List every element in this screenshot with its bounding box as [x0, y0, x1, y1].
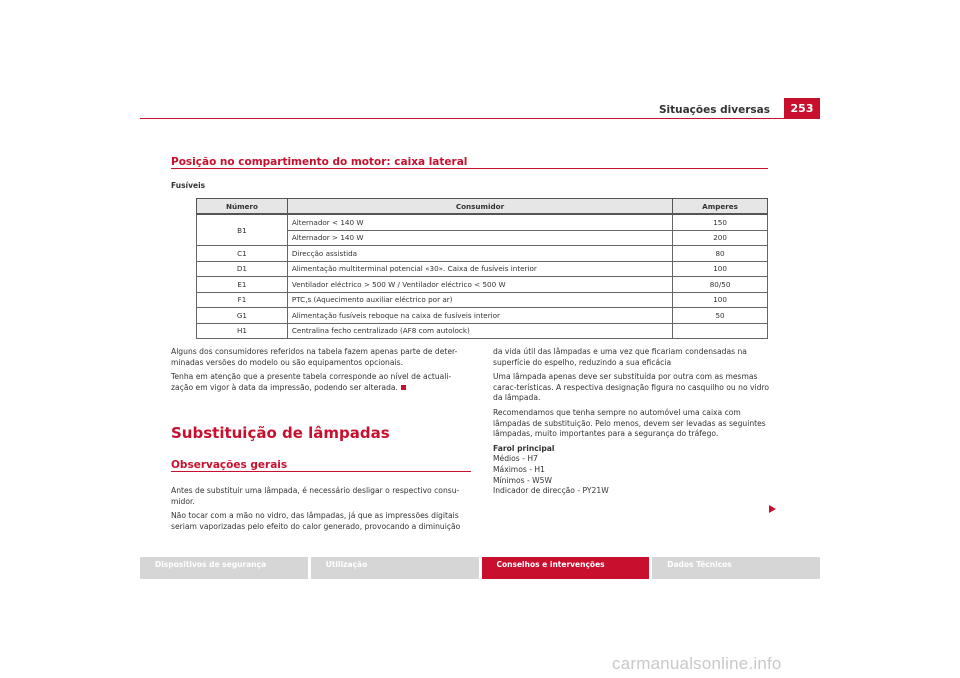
fuse-amperes: 80/50 — [673, 277, 768, 293]
footer-tab-seguranca[interactable]: Dispositivos de segurança — [140, 557, 308, 579]
lamp-item: Mínimos - W5W — [493, 475, 552, 485]
fuses-label: Fusíveis — [171, 181, 206, 190]
fuse-amperes: 100 — [673, 292, 768, 308]
paragraph: Não tocar com a mão no vidro, das lâmpadas, já que as impressões digitais seriam vaporizadas pelo efeito do calor generado, provocando a diminuição — [171, 511, 461, 531]
fuse-consumer: Alternador > 140 W — [287, 230, 672, 246]
fuse-consumer: Alternador < 140 W — [287, 214, 672, 230]
table-row — [197, 277, 768, 293]
fuse-consumer: Centralina fecho centralizado (AF8 com autolock) — [287, 323, 672, 339]
column-header-numero: Número — [197, 199, 288, 215]
table-row — [197, 308, 768, 324]
fuse-amperes: 150 — [673, 214, 768, 230]
table-row — [197, 246, 768, 262]
left-column-text — [171, 347, 471, 397]
fuse-number: F1 — [197, 292, 288, 308]
end-mark-icon — [401, 385, 406, 390]
fuse-number: G1 — [197, 308, 288, 324]
fuse-amperes: 200 — [673, 230, 768, 246]
fuse-amperes: 50 — [673, 308, 768, 324]
lamp-item: Máximos - H1 — [493, 464, 545, 474]
fuse-number: B1 — [197, 214, 288, 246]
table-row — [197, 292, 768, 308]
paragraph-with-end-mark — [171, 372, 471, 393]
table-row — [197, 261, 768, 277]
lamp-item: Médios - H7 — [493, 454, 538, 464]
section-rule — [171, 168, 768, 169]
table-row — [197, 323, 768, 339]
fuse-consumer: Alimentação multiterminal potencial «30». Caixa de fusíveis interior — [287, 261, 672, 277]
page-number: 253 — [784, 98, 820, 118]
fuse-number: D1 — [197, 261, 288, 277]
column-header-consumidor: Consumidor — [287, 199, 672, 215]
watermark: carmanualsonline.info — [612, 654, 782, 673]
fuse-consumer: Alimentação fusíveis reboque na caixa de fusíveis interior — [287, 308, 672, 324]
subsection-rule — [171, 471, 471, 472]
right-column-text — [493, 347, 778, 497]
section-title-engine-box: Posição no compartimento do motor: caixa lateral — [171, 156, 468, 168]
fuse-amperes: 100 — [673, 261, 768, 277]
fuses-table — [196, 198, 768, 339]
fuse-amperes — [673, 323, 768, 339]
paragraph: Antes de substituir uma lâmpada, é necessário desligar o respectivo consu-midor. — [171, 486, 460, 506]
footer-nav — [140, 557, 820, 579]
section-title-lamps: Substituição de lâmpadas — [171, 424, 390, 442]
subsection-title: Observações gerais — [171, 459, 288, 471]
paragraph: da vida útil das lâmpadas e uma vez que ficariam condensadas na superfície do espelho, reduzindo a sua eficácia — [493, 347, 747, 367]
fuse-number: E1 — [197, 277, 288, 293]
paragraph: Uma lâmpada apenas deve ser substituída por outra com as mesmas carac-terísticas. A respectiva designação figura no casquilho ou no vidro da lâmpada. — [493, 372, 770, 403]
footer-tab-utilizacao[interactable]: Utilização — [311, 557, 479, 579]
fuse-consumer: Ventilador eléctrico > 500 W / Ventilador eléctrico < 500 W — [287, 277, 672, 293]
column-header-amperes: Amperes — [673, 199, 768, 215]
footer-tab-conselhos[interactable]: Conselhos e intervenções — [482, 557, 650, 579]
table-row — [197, 214, 768, 230]
fuse-consumer: Direcção assistida — [287, 246, 672, 262]
footer-tab-dados[interactable]: Dados Técnicos — [652, 557, 820, 579]
fuse-consumer: PTC,s (Aquecimento auxiliar eléctrico por ar) — [287, 292, 672, 308]
running-header-title: Situações diversas — [658, 104, 770, 116]
table-header-row — [197, 199, 768, 215]
lamps-intro-text — [171, 486, 471, 536]
continue-arrow-icon — [769, 505, 776, 513]
fuse-number: H1 — [197, 323, 288, 339]
header-rule — [140, 118, 820, 119]
fuse-number: C1 — [197, 246, 288, 262]
fuse-amperes: 80 — [673, 246, 768, 262]
paragraph-text: Tenha em atenção que a presente tabela corresponde ao nível de actuali-zação em vigor à data da impressão, podendo ser alterada. — [171, 372, 452, 392]
lamp-item: Indicador de direcção - PY21W — [493, 486, 609, 496]
paragraph: Alguns dos consumidores referidos na tabela fazem apenas parte de deter-minadas versões do modelo ou são equipamentos opcionais. — [171, 347, 458, 367]
paragraph: Recomendamos que tenha sempre no automóvel uma caixa com lâmpadas de substituição. Pelo menos, devem ser levadas as seguintes lâmpadas, muito importantes para a segurança do tráfego. — [493, 407, 766, 439]
farol-title: Farol principal — [493, 443, 555, 453]
